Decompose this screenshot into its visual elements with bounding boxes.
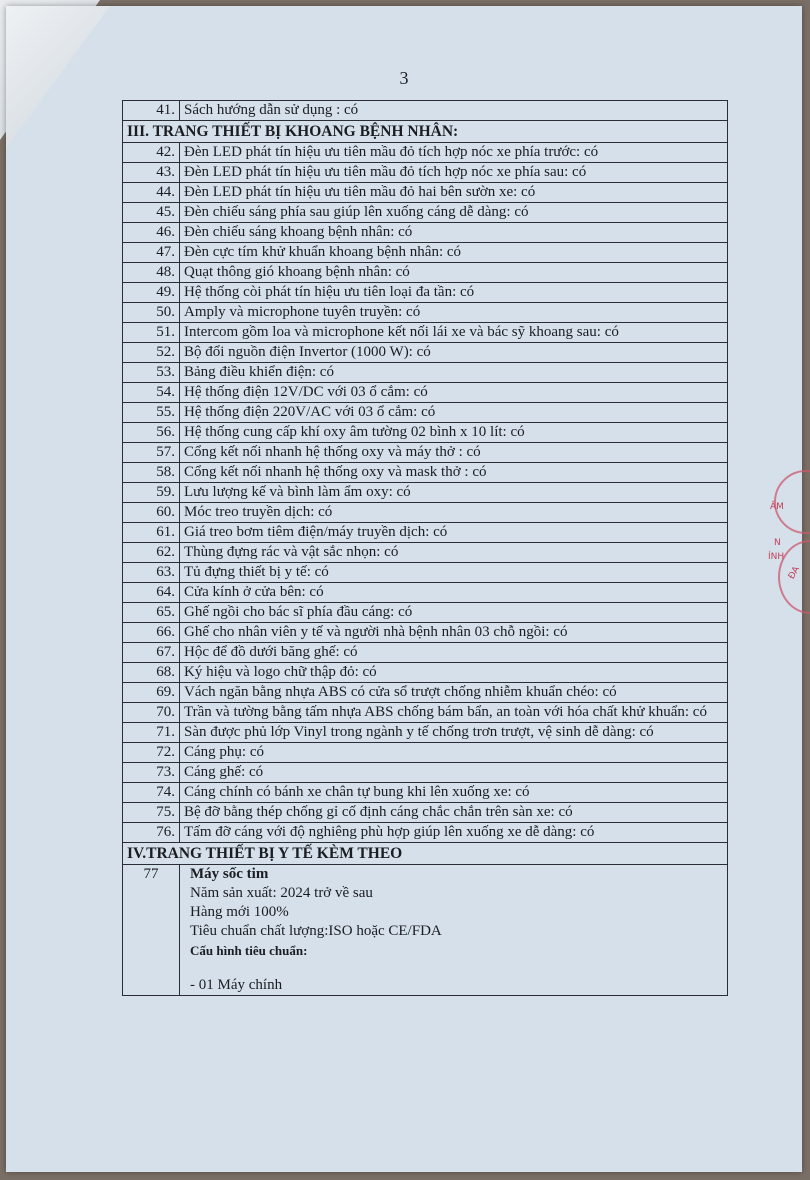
equipment-line: Năm sản xuất: 2024 trở về sau (190, 885, 373, 901)
row-text: Quạt thông gió khoang bệnh nhân: có (180, 263, 728, 283)
table-row (123, 443, 728, 463)
table-row (123, 723, 728, 743)
row-text: Đèn LED phát tín hiệu ưu tiên mầu đỏ tích hợp nóc xe phía sau: có (180, 163, 728, 183)
table-row (123, 483, 728, 503)
page-number: 3 (399, 68, 409, 88)
row-number: 75. (123, 803, 180, 823)
table-row (123, 343, 728, 363)
table-body-patient-compartment (123, 143, 728, 843)
row-text: Ghế cho nhân viên y tế và người nhà bệnh nhân 03 chỗ ngồi: có (180, 623, 728, 643)
row-text: Đèn cực tím khử khuẩn khoang bệnh nhân: có (180, 243, 728, 263)
table-row (123, 783, 728, 803)
table-row (123, 323, 728, 343)
table-row (123, 223, 728, 243)
table-row (123, 303, 728, 323)
row-text: Giá treo bơm tiêm điện/máy truyền dịch: có (180, 523, 728, 543)
row-text: Hệ thống còi phát tín hiệu ưu tiên loại đa tần: có (180, 283, 728, 303)
row-text: Bệ đỡ bằng thép chống gỉ cố định cáng chắc chắn trên sàn xe: có (180, 803, 728, 823)
table-row (123, 403, 728, 423)
row-number: 44. (123, 183, 180, 203)
table-row (123, 503, 728, 523)
row-text: Trần và tường bằng tấm nhựa ABS chống bám bẩn, an toàn với hóa chất khử khuẩn: có (180, 703, 728, 723)
section-3-header (123, 121, 728, 143)
row-number: 48. (123, 263, 180, 283)
row-text: Vách ngăn bằng nhựa ABS có cửa sổ trượt chống nhiễm khuẩn chéo: có (180, 683, 728, 703)
row-text: Sàn được phủ lớp Vinyl trong ngành y tế chống trơn trượt, vệ sinh dễ dàng: có (180, 723, 728, 743)
table-row (123, 163, 728, 183)
red-seal-stamp (760, 460, 810, 640)
table-row (123, 203, 728, 223)
table-row (123, 823, 728, 843)
row-text: Đèn LED phát tín hiệu ưu tiên mầu đỏ tích hợp nóc xe phía trước: có (180, 143, 728, 163)
row-number: 61. (123, 523, 180, 543)
table-row (123, 643, 728, 663)
row-text: Đèn LED phát tín hiệu ưu tiên mầu đỏ hai bên sườn xe: có (180, 183, 728, 203)
table-row (123, 865, 728, 996)
row-number: 77 (123, 865, 180, 996)
row-text: Ký hiệu và logo chữ thập đỏ: có (180, 663, 728, 683)
table-row (123, 523, 728, 543)
row-number: 65. (123, 603, 180, 623)
stamp-text: ÂM (770, 502, 784, 512)
row-text: Móc treo truyền dịch: có (180, 503, 728, 523)
table-row (123, 383, 728, 403)
row-number: 53. (123, 363, 180, 383)
row-number: 52. (123, 343, 180, 363)
row-number: 67. (123, 643, 180, 663)
row-number: 73. (123, 763, 180, 783)
row-text: Cáng chính có bánh xe chân tự bung khi lên xuống xe: có (180, 783, 728, 803)
spacer (190, 960, 723, 976)
table-body-medical-equipment (123, 865, 728, 996)
table-row (123, 423, 728, 443)
table-row (123, 663, 728, 683)
config-label: Cấu hình tiêu chuẩn: (190, 943, 308, 958)
stamp-text: ĐA (786, 564, 803, 582)
row-text: Hộc để đồ dưới băng ghế: có (180, 643, 728, 663)
row-text: Cổng kết nối nhanh hệ thống oxy và máy thở : có (180, 443, 728, 463)
table-row (123, 543, 728, 563)
row-number: 54. (123, 383, 180, 403)
table-row (123, 803, 728, 823)
table-row (123, 363, 728, 383)
row-number: 69. (123, 683, 180, 703)
row-text: Cửa kính ở cửa bên: có (180, 583, 728, 603)
row-number: 58. (123, 463, 180, 483)
table-row (123, 683, 728, 703)
row-number: 62. (123, 543, 180, 563)
row-text: Hệ thống điện 12V/DC với 03 ổ cắm: có (180, 383, 728, 403)
row-number: 72. (123, 743, 180, 763)
row-number: 51. (123, 323, 180, 343)
row-text: Hệ thống cung cấp khí oxy âm tường 02 bình x 10 lít: có (180, 423, 728, 443)
table-row (123, 743, 728, 763)
equipment-name: Máy sốc tim (190, 866, 269, 882)
table-row (123, 583, 728, 603)
row-number: 63. (123, 563, 180, 583)
section-4-header (123, 843, 728, 865)
row-text: Tủ đựng thiết bị y tế: có (180, 563, 728, 583)
row-number: 47. (123, 243, 180, 263)
row-number: 43. (123, 163, 180, 183)
row-number: 57. (123, 443, 180, 463)
table-row (123, 703, 728, 723)
section-3-title: III. TRANG THIẾT BỊ KHOANG BỆNH NHÂN: (123, 121, 728, 143)
row-text: Lưu lượng kế và bình làm ẩm oxy: có (180, 483, 728, 503)
row-text: Tấm đỡ cáng với độ nghiêng phù hợp giúp lên xuống xe dễ dàng: có (180, 823, 728, 843)
row-number: 55. (123, 403, 180, 423)
table-row (123, 623, 728, 643)
row-text: Amply và microphone tuyên truyền: có (180, 303, 728, 323)
equipment-line: Tiêu chuẩn chất lượng:ISO hoặc CE/FDA (190, 923, 442, 939)
stamp-text: N (774, 538, 781, 548)
equipment-cell (180, 865, 728, 996)
stamp-text: ÍNH (768, 552, 785, 562)
row-number: 49. (123, 283, 180, 303)
table-row (123, 263, 728, 283)
row-number: 66. (123, 623, 180, 643)
row-number: 50. (123, 303, 180, 323)
table-row (123, 143, 728, 163)
row-text: Bộ đổi nguồn điện Invertor (1000 W): có (180, 343, 728, 363)
table-row (123, 763, 728, 783)
row-number: 64. (123, 583, 180, 603)
table-row (123, 101, 728, 121)
row-number: 56. (123, 423, 180, 443)
row-text: Đèn chiếu sáng phía sau giúp lên xuống cáng dễ dàng: có (180, 203, 728, 223)
section-4-title: IV.TRANG THIẾT BỊ Y TẾ KÈM THEO (123, 843, 728, 865)
table-row (123, 603, 728, 623)
row-text: Cổng kết nối nhanh hệ thống oxy và mask thở : có (180, 463, 728, 483)
row-number: 68. (123, 663, 180, 683)
table-row (123, 463, 728, 483)
row-number: 60. (123, 503, 180, 523)
row-number: 59. (123, 483, 180, 503)
row-text: Hệ thống điện 220V/AC với 03 ổ cắm: có (180, 403, 728, 423)
table-row (123, 283, 728, 303)
row-number: 71. (123, 723, 180, 743)
table-row (123, 243, 728, 263)
row-text: Bảng điều khiển điện: có (180, 363, 728, 383)
row-number: 76. (123, 823, 180, 843)
row-text: Cáng ghế: có (180, 763, 728, 783)
row-text: Đèn chiếu sáng khoang bệnh nhân: có (180, 223, 728, 243)
table-row (123, 183, 728, 203)
row-number: 46. (123, 223, 180, 243)
row-text: Cáng phụ: có (180, 743, 728, 763)
row-number: 74. (123, 783, 180, 803)
row-text: Intercom gồm loa và microphone kết nối lái xe và bác sỹ khoang sau: có (180, 323, 728, 343)
table-body-top (123, 101, 728, 121)
row-number: 45. (123, 203, 180, 223)
row-text: Thùng đựng rác và vật sắc nhọn: có (180, 543, 728, 563)
equipment-line: Hàng mới 100% (190, 904, 289, 920)
table-row (123, 563, 728, 583)
row-number: 41. (123, 101, 180, 121)
row-number: 42. (123, 143, 180, 163)
row-text: Sách hướng dẫn sử dụng : có (180, 101, 728, 121)
specification-table (122, 100, 728, 996)
config-item: - 01 Máy chính (190, 977, 283, 993)
row-text: Ghế ngồi cho bác sĩ phía đầu cáng: có (180, 603, 728, 623)
row-number: 70. (123, 703, 180, 723)
